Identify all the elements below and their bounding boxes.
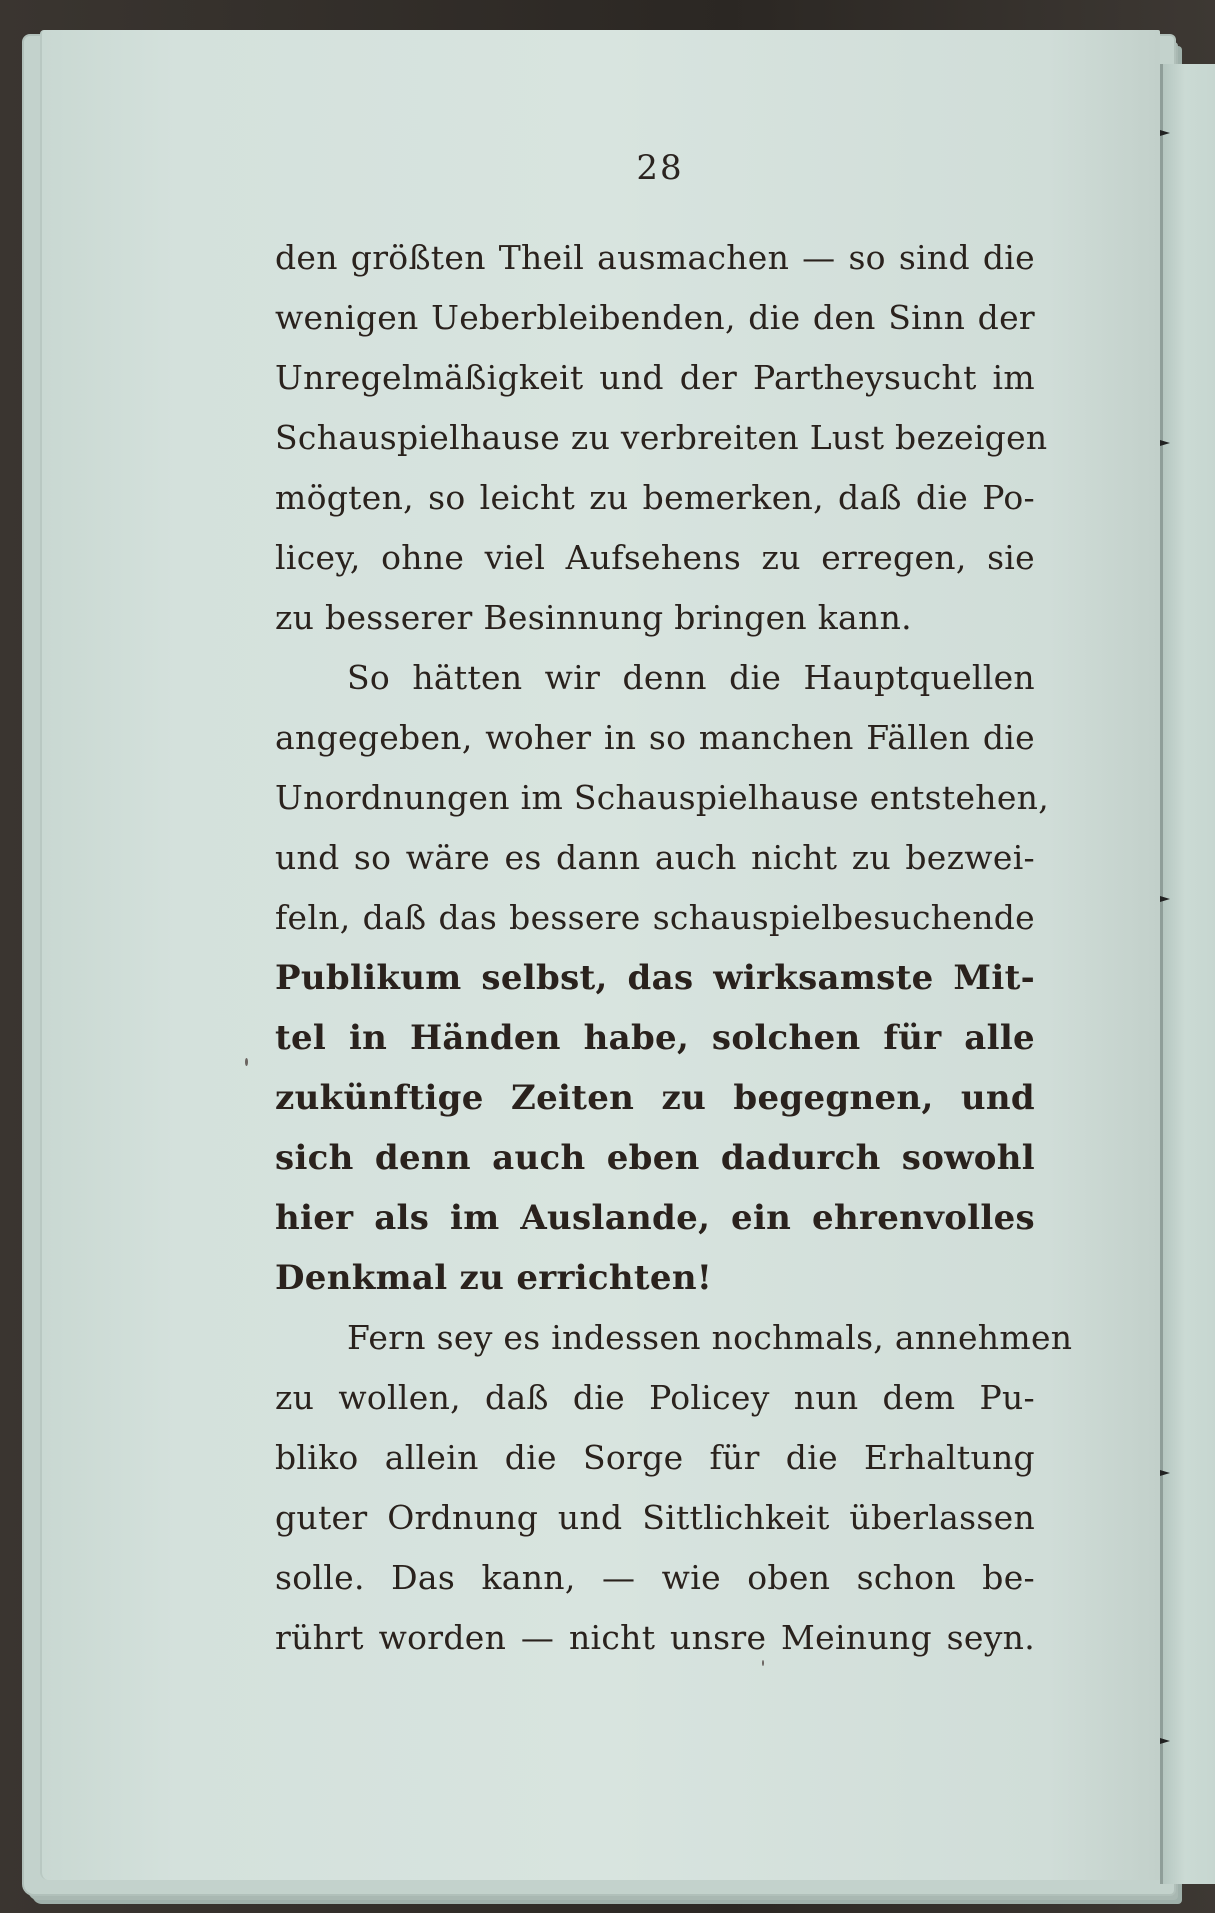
text-line: solle. Das kann, — wie oben schon be-: [275, 1558, 1035, 1597]
text-line: Fern sey es indessen nochmals, annehmen: [347, 1318, 1073, 1357]
text-line: und so wäre es dann auch nicht zu bezwei-: [275, 838, 1035, 877]
text-line: angegeben, woher in so manchen Fällen die: [275, 718, 1035, 757]
body-text: [275, 228, 1073, 1668]
text-line: wenigen Ueberbleibenden, die den Sinn der: [275, 298, 1035, 337]
text-line: zu besserer Besinnung bringen kann.: [275, 598, 912, 637]
text-line: tel in Händen habe, solchen für alle: [275, 1018, 1035, 1058]
text-line: zukünftige Zeiten zu begegnen, und: [275, 1078, 1035, 1118]
text-line: licey, ohne viel Aufsehens zu erregen, sie: [275, 538, 1035, 577]
text-line: sich denn auch eben dadurch sowohl: [275, 1138, 1035, 1178]
text-line: feln, daß das bessere schauspielbesuchende: [275, 898, 1035, 937]
facing-page-edge: [1160, 64, 1215, 1884]
text-line: Denkmal zu errichten!: [275, 1258, 713, 1298]
text-line: mögten, so leicht zu bemerken, daß die Po-: [275, 478, 1035, 517]
text-line: bliko allein die Sorge für die Erhaltung: [275, 1438, 1035, 1477]
text-line: Unregelmäßigkeit und der Partheysucht im: [275, 358, 1035, 397]
paper-speck: [245, 1058, 248, 1066]
text-line: So hätten wir denn die Hauptquellen: [347, 658, 1035, 697]
text-line: zu wollen, daß die Policey nun dem Pu-: [275, 1378, 1035, 1417]
text-line: hier als im Auslande, ein ehrenvolles: [275, 1198, 1035, 1238]
text-line: guter Ordnung und Sittlichkeit überlassen: [275, 1498, 1035, 1537]
page-number: 28: [636, 148, 684, 188]
text-line: rührt worden — nicht unsre Meinung seyn.: [275, 1618, 1035, 1657]
text-line: Unordnungen im Schauspielhause entstehen,: [275, 778, 1050, 817]
text-line: Publikum selbst, das wirksamste Mit-: [275, 958, 1035, 998]
text-line: Schauspielhause zu verbreiten Lust bezeigen: [275, 418, 1048, 457]
text-line: den größten Theil ausmachen — so sind die: [275, 238, 1035, 277]
